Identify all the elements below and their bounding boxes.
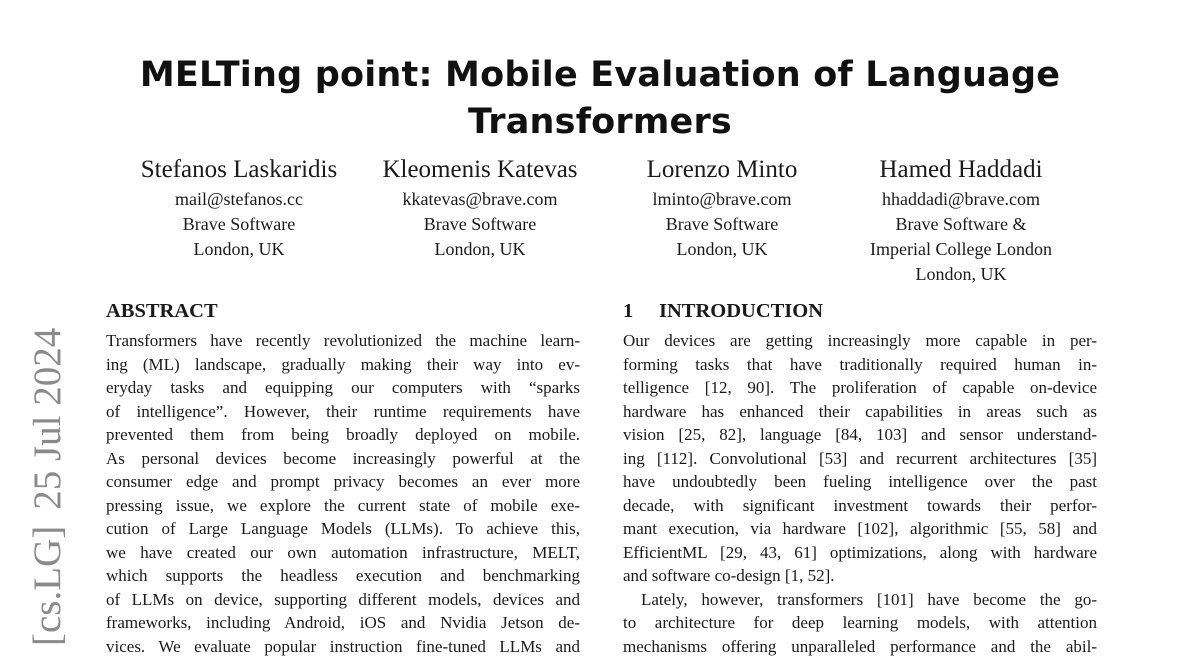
text-line: Lately, however, transformers [101] have become the go- — [623, 588, 1097, 612]
text-line: mechanisms offering unparalleled performance and the abil- — [623, 635, 1097, 658]
text-line: we have created our own automation infrastructure, MELT, — [106, 541, 580, 565]
abstract-column — [106, 297, 580, 658]
paper-title — [100, 52, 1100, 146]
text-line: to architecture for deep learning models, with attention — [623, 611, 1097, 635]
text-line: consumer edge and prompt privacy becomes an ever more — [106, 470, 580, 494]
author-name: Kleomenis Katevas — [362, 153, 598, 187]
author-name: Lorenzo Minto — [614, 153, 830, 187]
text-line: decade, with significant investment towards their perfor- — [623, 494, 1097, 518]
section-title: INTRODUCTION — [659, 300, 823, 322]
text-line: forming tasks that have traditionally required human in- — [623, 353, 1097, 377]
author-name: Hamed Haddadi — [842, 153, 1080, 187]
text-line: cution of Large Language Models (LLMs). To achieve this, — [106, 517, 580, 541]
text-line: ing [112]. Convolutional [53] and recurrent architectures [35] — [623, 447, 1097, 471]
arxiv-category: [cs.LG] — [26, 526, 69, 646]
author-email: mail@stefanos.cc — [120, 187, 358, 212]
arxiv-stamp — [25, 328, 70, 646]
author-location: London, UK — [362, 237, 598, 262]
paper-title-line-2: Transformers — [100, 99, 1100, 146]
introduction-body — [623, 329, 1097, 658]
text-line: vision [25, 82], language [84, 103] and sensor understand- — [623, 423, 1097, 447]
text-line: Transformers have recently revolutionized the machine learn- — [106, 329, 580, 353]
text-line: frameworks, including Android, iOS and Nvidia Jetson de- — [106, 611, 580, 635]
author-affiliation: Brave Software — [120, 212, 358, 237]
author-location: London, UK — [842, 262, 1080, 287]
text-line: eryday tasks and equipping our computers with “sparks — [106, 376, 580, 400]
paper-title-line-1: MELTing point: Mobile Evaluation of Language — [100, 52, 1100, 99]
text-line: which supports the headless execution and benchmarking — [106, 564, 580, 588]
text-line: vices. We evaluate popular instruction fine-tuned LLMs and — [106, 635, 580, 658]
author-location: London, UK — [614, 237, 830, 262]
author-affiliation-2: Imperial College London — [842, 237, 1080, 262]
author-block — [614, 153, 830, 262]
text-line: hardware has enhanced their capabilities in areas such as — [623, 400, 1097, 424]
text-line: prevented them from being broadly deployed on mobile. — [106, 423, 580, 447]
author-email: hhaddadi@brave.com — [842, 187, 1080, 212]
text-line: pressing issue, we explore the current state of mobile exe- — [106, 494, 580, 518]
text-line: of LLMs on device, supporting different models, devices and — [106, 588, 580, 612]
author-affiliation: Brave Software & — [842, 212, 1080, 237]
author-affiliation: Brave Software — [362, 212, 598, 237]
abstract-body — [106, 329, 580, 658]
arxiv-date: 25 Jul 2024 — [26, 328, 69, 510]
introduction-heading — [623, 297, 1097, 325]
text-line: mant execution, via hardware [102], algorithmic [55, 58] and — [623, 517, 1097, 541]
text-line: telligence [12, 90]. The proliferation of capable on-device — [623, 376, 1097, 400]
section-number: 1 — [623, 297, 659, 325]
author-block — [362, 153, 598, 262]
text-line: have undoubtedly been fueling intelligence over the past — [623, 470, 1097, 494]
abstract-heading: ABSTRACT — [106, 297, 580, 325]
author-email: kkatevas@brave.com — [362, 187, 598, 212]
author-block — [120, 153, 358, 262]
text-line: ing (ML) landscape, gradually making their way into ev- — [106, 353, 580, 377]
text-line: and software co-design [1, 52]. — [623, 564, 1097, 588]
introduction-column — [623, 297, 1097, 658]
text-line: As personal devices become increasingly powerful at the — [106, 447, 580, 471]
text-line: EfficientML [29, 43, 61] optimizations, along with hardware — [623, 541, 1097, 565]
author-affiliation: Brave Software — [614, 212, 830, 237]
text-line: of intelligence”. However, their runtime requirements have — [106, 400, 580, 424]
author-location: London, UK — [120, 237, 358, 262]
text-line: Our devices are getting increasingly more capable in per- — [623, 329, 1097, 353]
author-name: Stefanos Laskaridis — [120, 153, 358, 187]
author-block — [842, 153, 1080, 287]
author-email: lminto@brave.com — [614, 187, 830, 212]
